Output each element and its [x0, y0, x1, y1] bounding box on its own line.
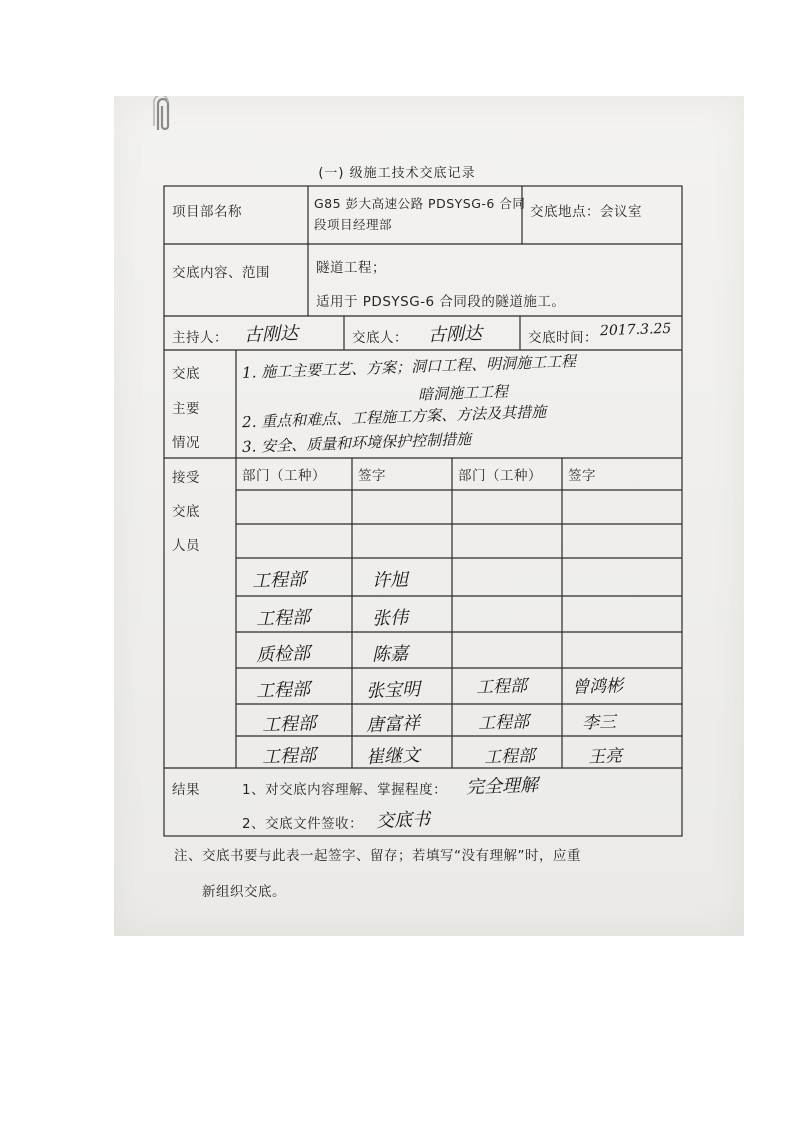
receiver-label-3: 人员	[172, 538, 200, 554]
location-field: 交底地点：会议室	[530, 204, 642, 220]
col-dept-left: 部门（工种）	[242, 468, 326, 484]
presenter-signature: 古刚达	[427, 323, 483, 346]
note-line1: 注、交底书要与此表一起签字、留存；若填写“没有理解”时，应重	[174, 848, 581, 864]
main-label-1: 交底	[172, 366, 200, 382]
main-item-1b: 暗洞施工工程	[417, 382, 509, 404]
signer-dept: 质检部	[255, 643, 311, 666]
result-line1: 1、对交底内容理解、掌握程度：	[242, 782, 448, 798]
form-title: (一) 级施工技术交底记录	[318, 166, 476, 181]
receiver-label-2: 交底	[172, 504, 200, 520]
main-item-1: 1. 施工主要工艺、方案；洞口工程、明洞施工工程	[241, 352, 577, 382]
time-label: 交底时间：	[528, 330, 598, 346]
col-sign-left: 签字	[358, 468, 386, 484]
host-label: 主持人：	[172, 330, 228, 346]
signer-name: 许旭	[371, 569, 409, 592]
signer-dept: 工程部	[261, 745, 317, 768]
project-value-line2: 段项目经理部	[314, 217, 393, 232]
host-signature: 古刚达	[243, 323, 299, 346]
signer-dept: 工程部	[483, 746, 536, 768]
signer-name: 崔继文	[365, 745, 421, 768]
signer-name: 王亮	[587, 746, 623, 768]
content-label: 交底内容、范围	[172, 265, 270, 281]
receiver-label-1: 接受	[172, 470, 200, 486]
signer-dept: 工程部	[475, 676, 528, 698]
project-label: 项目部名称	[172, 204, 242, 220]
main-label-2: 主要	[172, 401, 200, 417]
presenter-label: 交底人：	[352, 330, 408, 346]
project-value-line1: G85 彭大高速公路 PDSYSG-6 合同	[314, 196, 526, 211]
main-item-2: 2. 重点和难点、工程施工方案、方法及其措施	[241, 402, 547, 432]
col-sign-right: 签字	[568, 468, 596, 484]
signer-dept: 工程部	[255, 607, 311, 630]
signer-name: 唐富祥	[365, 713, 421, 736]
signer-name: 陈嘉	[371, 643, 409, 666]
signer-name: 李三	[581, 712, 617, 734]
col-dept-right: 部门（工种）	[458, 468, 542, 484]
signer-name: 张宝明	[365, 679, 421, 702]
signer-name: 曾鸿彬	[571, 676, 624, 698]
time-value: 2017.3.25	[599, 320, 672, 340]
signer-name: 张伟	[371, 607, 409, 630]
result-answer2: 交底书	[375, 809, 431, 832]
content-line2: 适用于 PDSYSG-6 合同段的隧道施工。	[316, 294, 566, 310]
result-line2: 2、交底文件签收：	[242, 816, 364, 832]
result-answer1: 完全理解	[465, 774, 539, 799]
content-line1: 隧道工程；	[316, 260, 386, 276]
note-line2: 新组织交底。	[202, 884, 286, 900]
signer-dept: 工程部	[261, 713, 317, 736]
signer-dept: 工程部	[477, 712, 530, 734]
result-label: 结果	[172, 782, 200, 798]
signer-dept: 工程部	[251, 569, 307, 592]
main-label-3: 情况	[172, 435, 200, 451]
signer-dept: 工程部	[255, 679, 311, 702]
main-item-3: 3. 安全、质量和环境保护控制措施	[241, 430, 472, 456]
